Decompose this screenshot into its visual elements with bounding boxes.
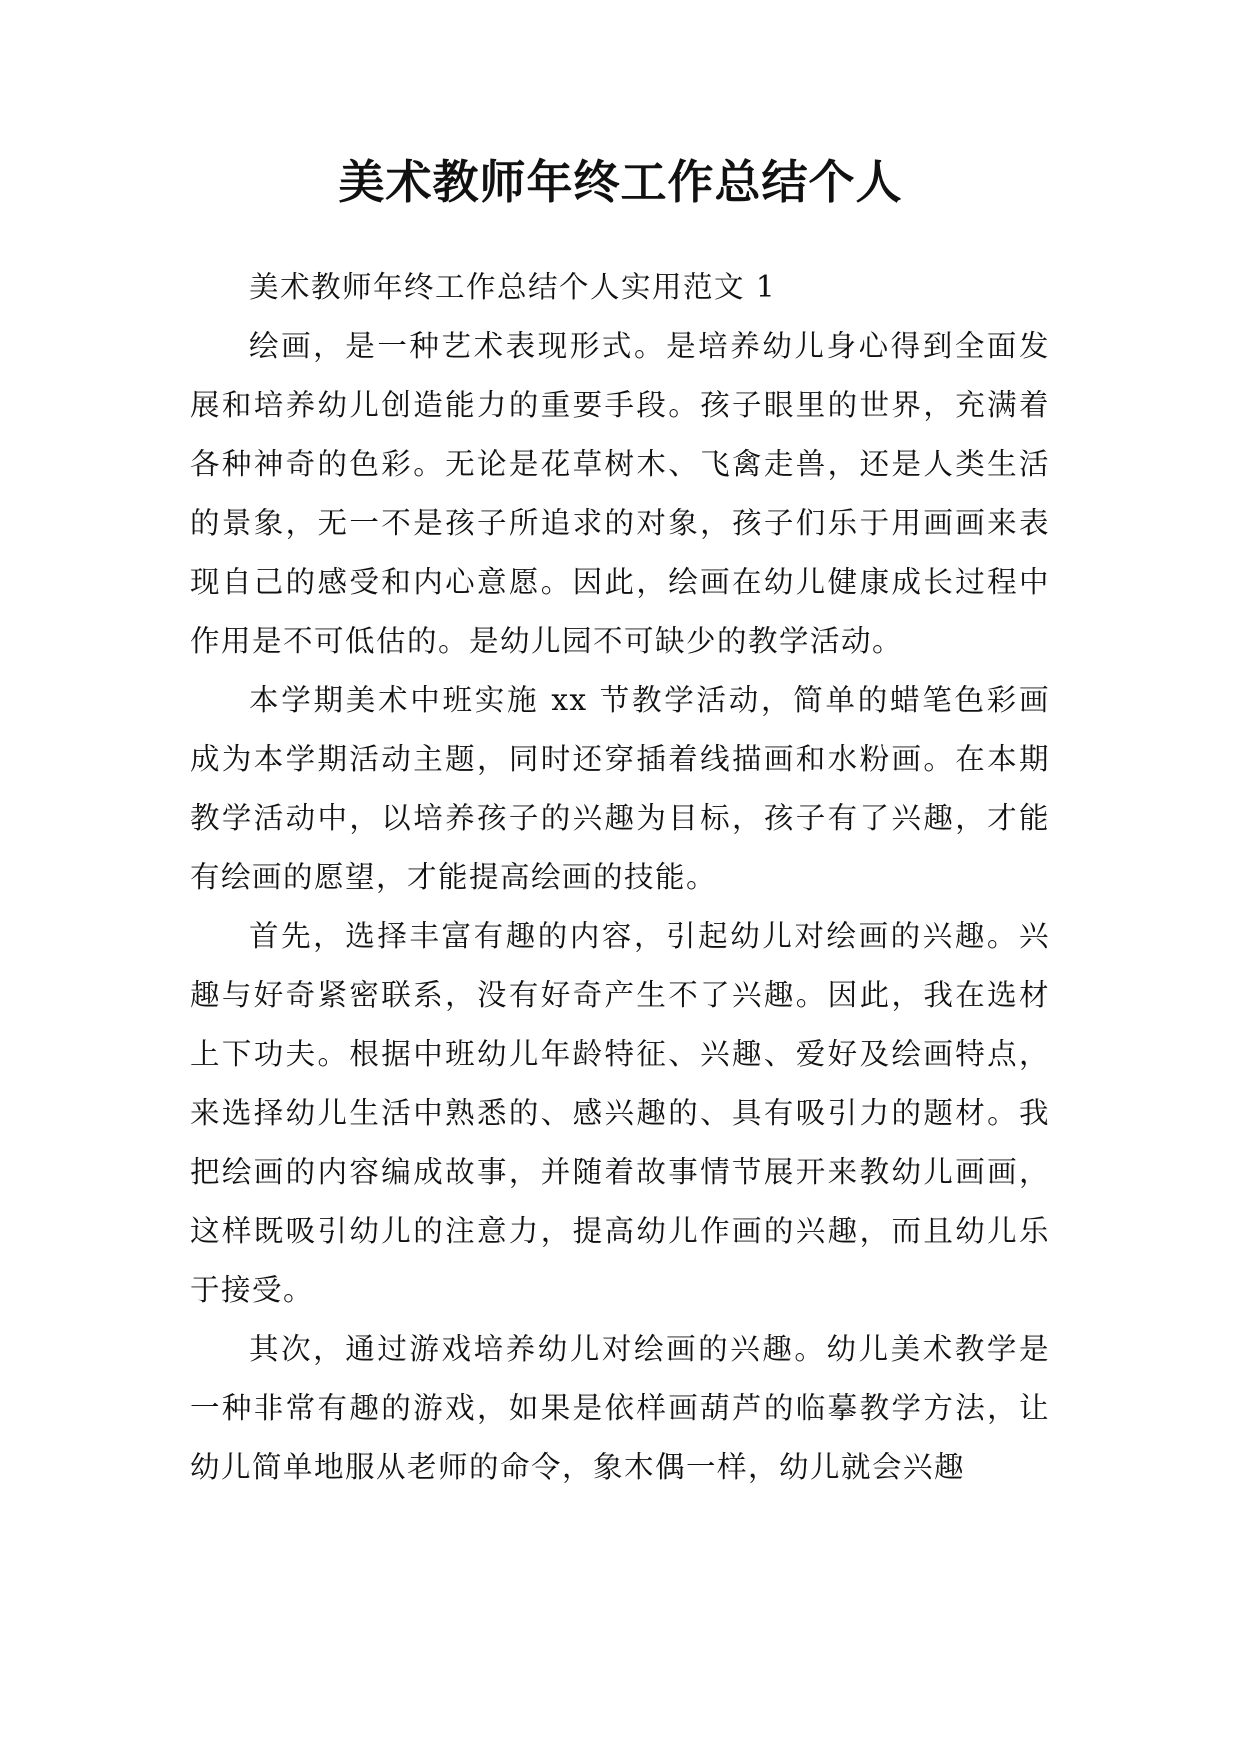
document-body [190, 258, 1050, 1497]
paragraph-intro: 绘画，是一种艺术表现形式。是培养幼儿身心得到全面发展和培养幼儿创造能力的重要手段。孩子眼里的世界，充满着各种神奇的色彩。无论是花草树木、飞禽走兽，还是人类生活的景象，无一不是孩子所追求的对象，孩子们乐于用画画来表现自己的感受和内心意愿。因此，绘画在幼儿健康成长过程中作用是不可低估的。是幼儿园不可缺少的教学活动。 [190, 329, 1050, 658]
document-title: 美术教师年终工作总结个人 [338, 155, 903, 209]
paragraph-second: 其次，通过游戏培养幼儿对绘画的兴趣。幼儿美术教学是一种非常有趣的游戏，如果是依样画葫芦的临摹教学方法，让幼儿简单地服从老师的命令，象木偶一样，幼儿就会兴趣 [190, 1332, 1050, 1484]
paragraph-semester: 本学期美术中班实施 xx 节教学活动，简单的蜡笔色彩画成为本学期活动主题，同时还穿插着线描画和水粉画。在本期教学活动中，以培养孩子的兴趣为目标，孩子有了兴趣，才能有绘画的愿望，才能提高绘画的技能。 [190, 683, 1050, 894]
paragraph-first: 首先，选择丰富有趣的内容，引起幼儿对绘画的兴趣。兴趣与好奇紧密联系，没有好奇产生不了兴趣。因此，我在选材上下功夫。根据中班幼儿年龄特征、兴趣、爱好及绘画特点，来选择幼儿生活中熟悉的、感兴趣的、具有吸引力的题材。我把绘画的内容编成故事，并随着故事情节展开来教幼儿画画，这样既吸引幼儿的注意力，提高幼儿作画的兴趣，而且幼儿乐于接受。 [190, 919, 1050, 1307]
document-subtitle: 美术教师年终工作总结个人实用范文 1 [249, 270, 777, 304]
